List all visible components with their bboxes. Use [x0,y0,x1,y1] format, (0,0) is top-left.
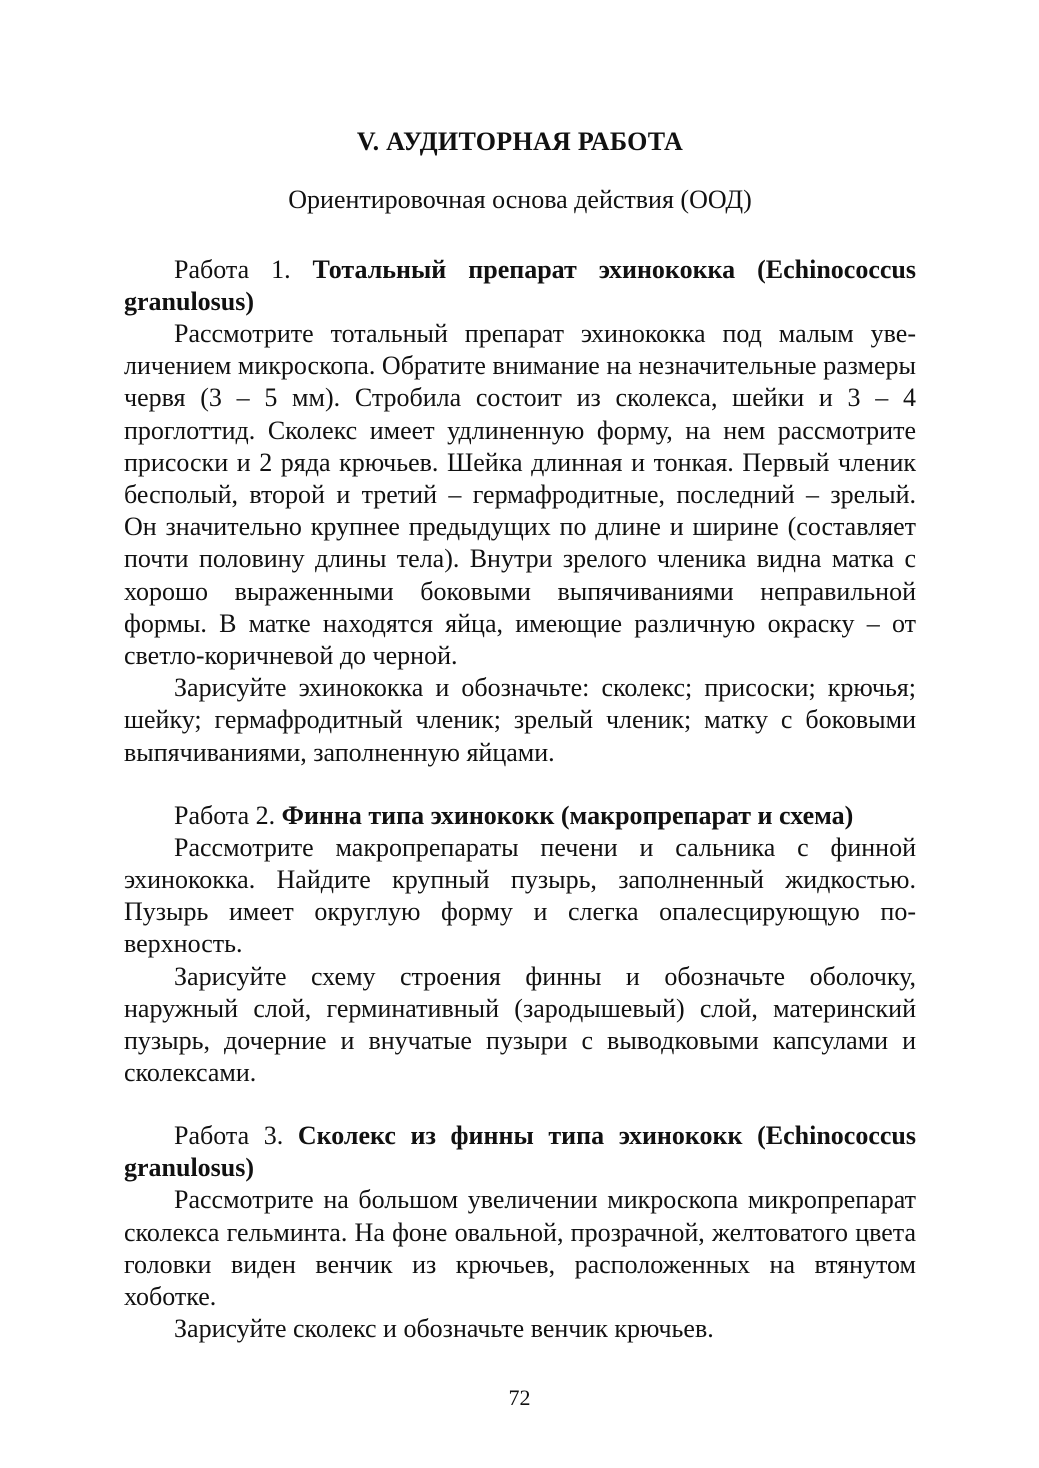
page-number: 72 [508,1385,531,1410]
page-content [124,124,916,1345]
subtitle: Ориентировочная основа действия (ООД) [288,185,752,214]
work-1 [124,254,916,769]
work-3-paragraph-2: Зарисуйте сколекс и обозначьте венчик крючьев. [174,1314,714,1344]
work-1-paragraph-2: Зарисуйте эхинококка и обозначьте: сколекс; присоски; крючья; шейку; гермафродитный членик; зрелый членик; матку с боковыми выпячиваниями, заполненную яйцами. [124,673,916,767]
section-title: V. АУДИТОРНАЯ РАБОТА [356,127,684,156]
work-3-heading [124,1120,916,1184]
work-3 [124,1120,916,1345]
work-2 [124,800,916,1090]
work-2-number: Работа 2. [174,800,282,830]
work-3-title: Сколекс из финны типа эхинококк (Echinococcus granulosus) [124,1121,916,1183]
work-3-number: Работа 3. [174,1121,298,1151]
work-1-heading [124,254,916,318]
work-1-title: Тотальный препарат эхинококка (Echinococcus granulosus) [124,255,916,316]
work-3-paragraph-1: Рассмотрите на большом увеличении микроскопа микропрепарат сколекса гельминта. На фоне овальной, прозрачной, желтоватого цвета головки виден венчик из крючьев, расположенных на втянутом хоботке. [124,1185,916,1312]
work-1-paragraph-1: Рассмотрите тотальный препарат эхинококка под малым увеличением микроскопа. Обратите внимание на незначительные размеры червя (3 – 5 мм). Стробила состоит из сколекса, шейки и 3 – 4 проглоттид. Сколекс имеет удлиненную форму, на нем рассмотрите присоски и 2 ряда крючьев. Шейка длинная и тонкая. Первый членик бесполый, второй и третий – гермафродитные, последний – зрелый. Он значительно крупнее предыдущих по длине и ширине (составляет почти половину длины тела). Внутри зрелого членика видна матка с хорошо выраженными боковыми выпячиваниями неправильной формы. В матке находятся яйца, имеющие различную окраску – от светло-коричневой до черной. [124,319,916,671]
work-2-paragraph-1: Рассмотрите макропрепараты печени и сальника с финной эхинококка. Найдите крупный пузырь, заполненный жидкостью. Пузырь имеет округлую форму и слегка опалесцирующую поверхность. [124,832,916,959]
work-2-title: Финна типа эхинококк (макропрепарат и схема) [281,800,854,830]
work-2-heading [124,800,916,832]
work-1-number: Работа 1. [174,255,313,284]
work-2-paragraph-2: Зарисуйте схему строения финны и обозначьте оболочку, наружный слой, герминативный (зародышевый) слой, материнский пузырь, дочерние и внучатые пузыри с выводковыми капсулами и сколексами. [124,961,916,1088]
